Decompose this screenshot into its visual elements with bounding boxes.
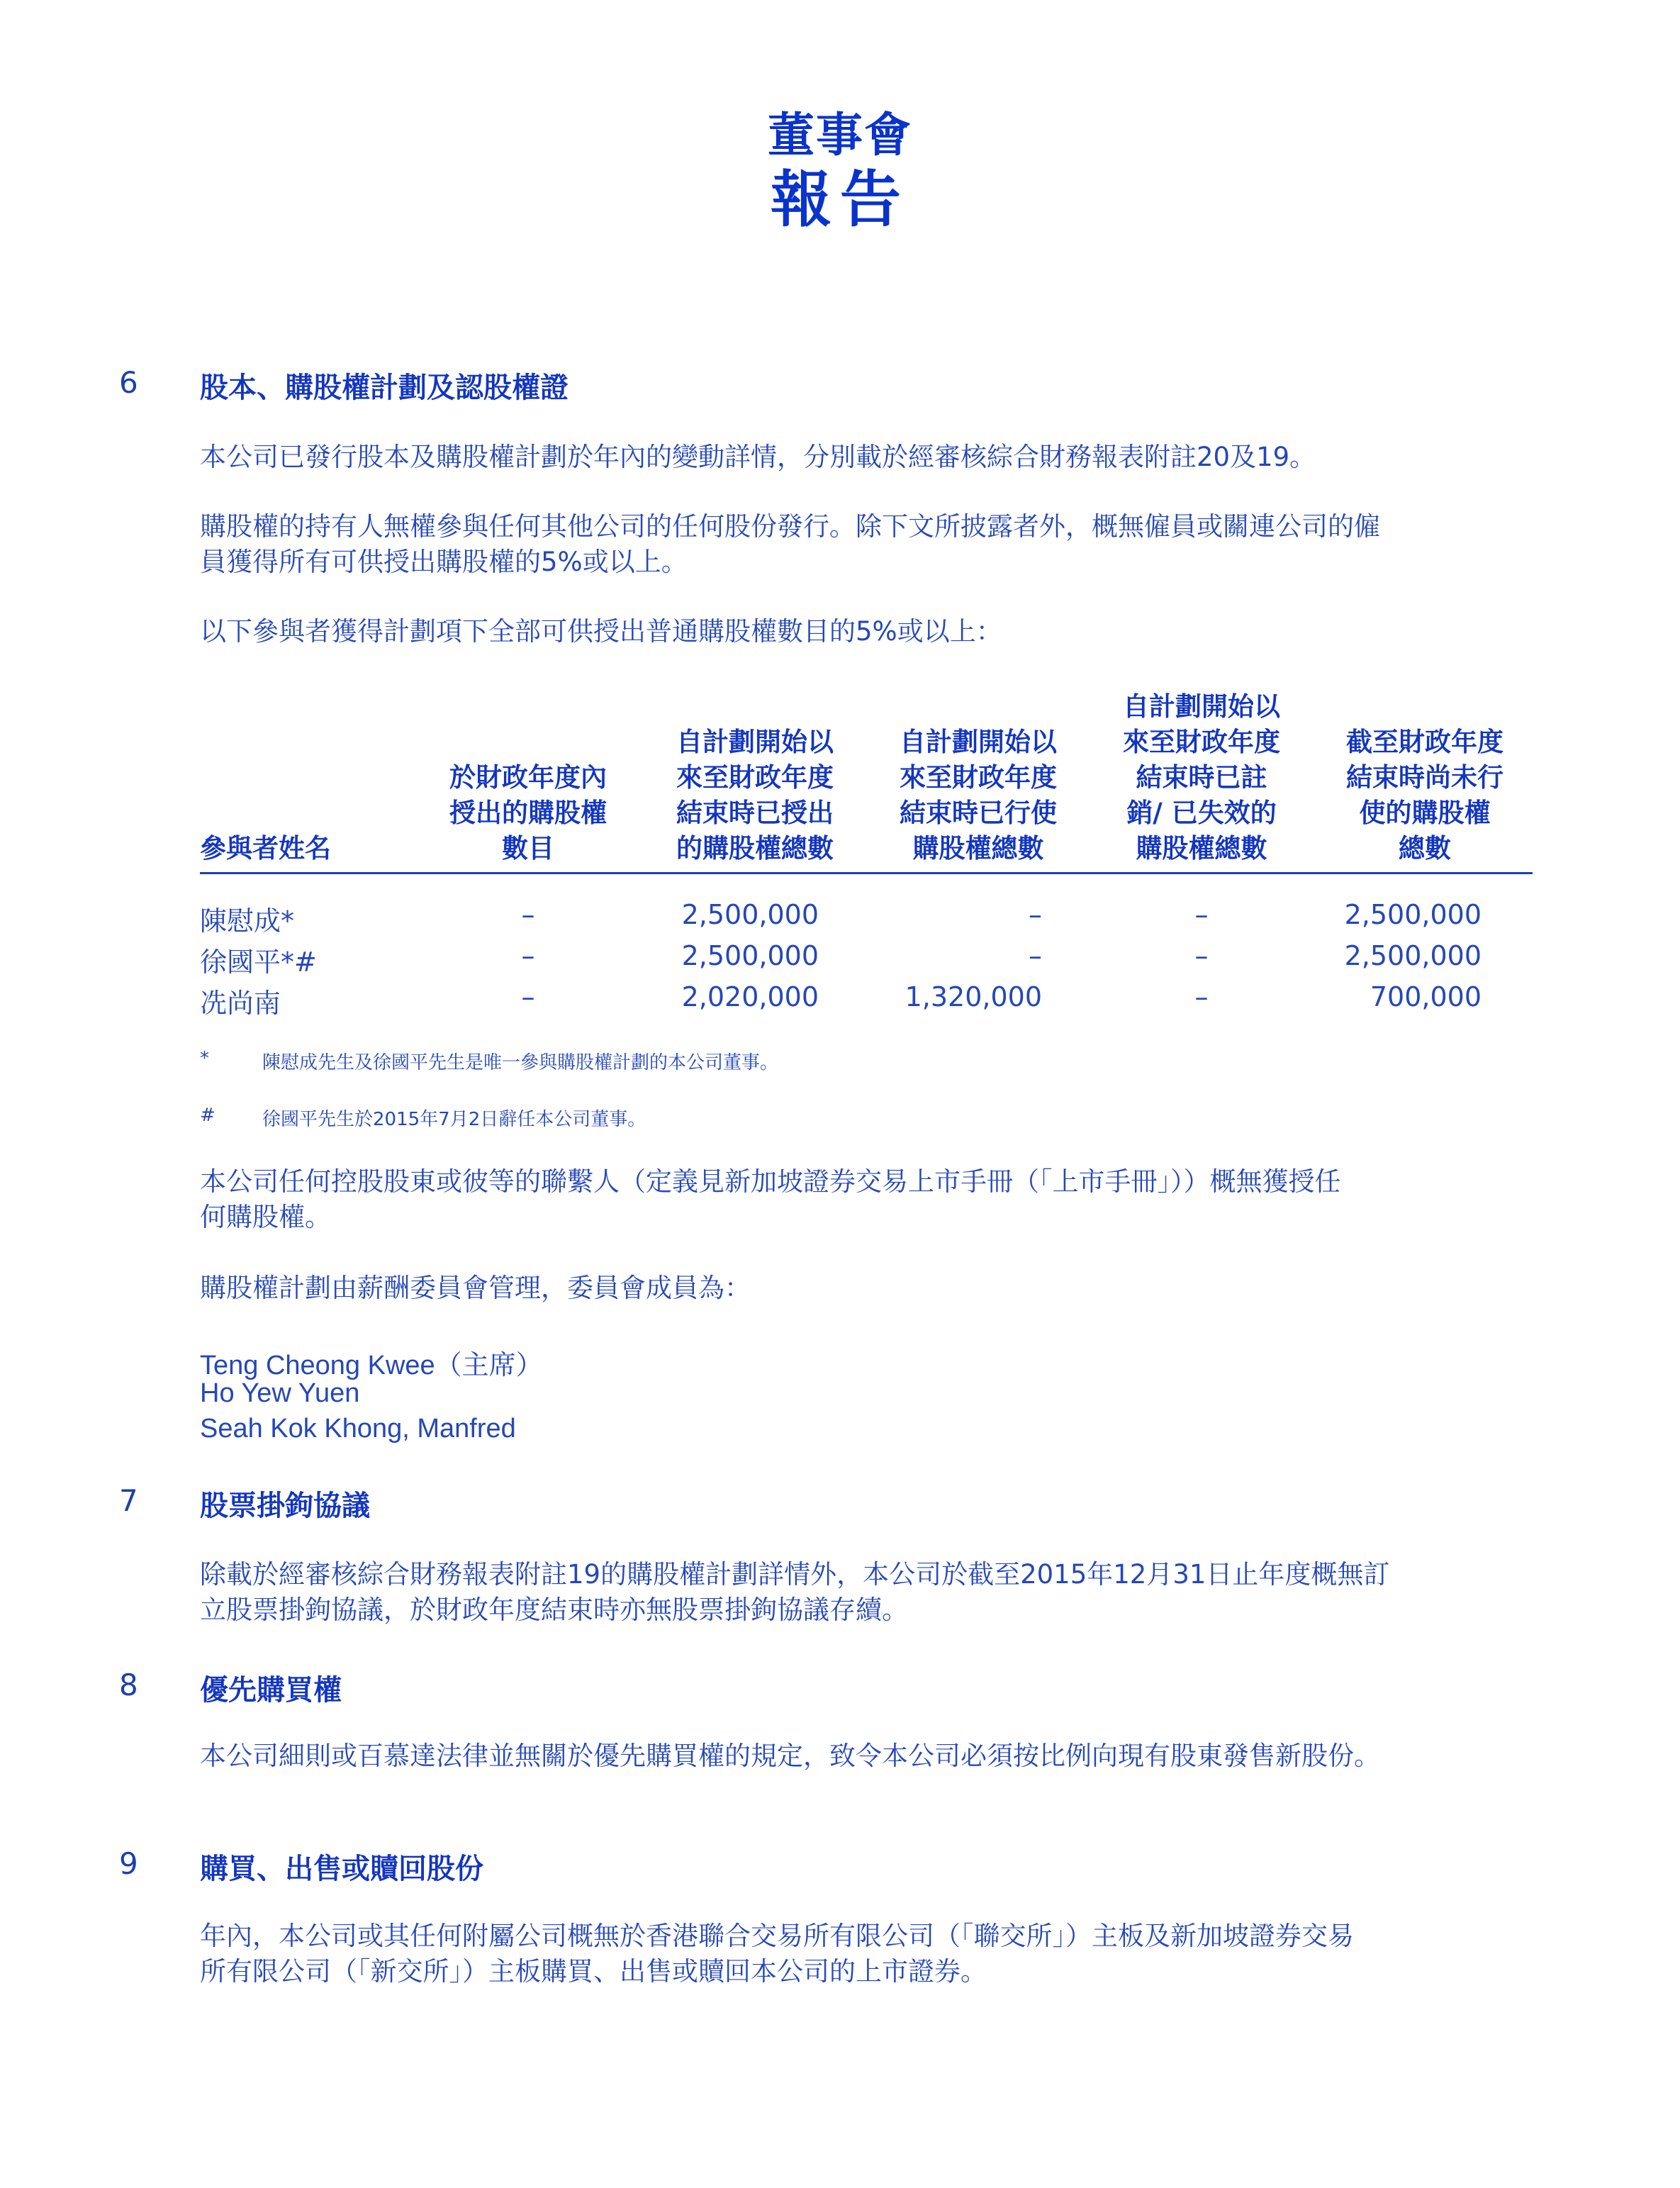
- section-6-para1: 本公司已發行股本及購股權計劃於年內的變動詳情，分別載於經審核綜合財務報表附註20及19。: [200, 442, 1316, 472]
- cell-total-granted: 2,500,000: [681, 940, 819, 971]
- footnote-mark: *: [200, 1048, 209, 1069]
- section-8-line1: 本公司細則或百慕達法律並無關於優先購買權的規定，致令本公司必須按比例向現有股東發售新股份。: [200, 1741, 1380, 1771]
- cell-exercised: –: [1029, 940, 1042, 971]
- col-header-exercised: 自計劃開始以 來至財政年度 結束時已行使 購股權總數: [900, 727, 1057, 864]
- section-6-number: 6: [119, 365, 138, 400]
- section-7-title: 股票掛鉤協議: [200, 1490, 370, 1522]
- footnote-text: 徐國平先生於2015年7月2日辭任本公司董事。: [262, 1109, 646, 1130]
- col-header-name: 參與者姓名: [200, 833, 331, 864]
- page-title-line1: 董事會: [768, 108, 912, 162]
- committee-member: Teng Cheong Kwee（主席）: [200, 1351, 543, 1380]
- section-6-para4-line1: 本公司任何控股股東或彼等的聯繫人（定義見新加坡證券交易上市手冊（「上市手冊」））概無獲授任: [200, 1166, 1341, 1197]
- section-6-para5: 購股權計劃由薪酬委員會管理，委員會成員為：: [200, 1273, 751, 1303]
- col-header-outstanding: 截至財政年度 結束時尚未行 使的購股權 總數: [1346, 727, 1503, 864]
- section-6-para2-line2: 員獲得所有可供授出購股權的5%或以上。: [200, 547, 688, 577]
- cell-outstanding: 700,000: [1370, 981, 1482, 1012]
- section-9-line1: 年內，本公司或其任何附屬公司概無於香港聯合交易所有限公司（「聯交所」）主板及新加坡證券交易: [200, 1921, 1354, 1951]
- cell-exercised: 1,320,000: [905, 981, 1042, 1012]
- col-header-cancelled: 自計劃開始以 來至財政年度 結束時已註 銷/ 已失效的 購股權總數: [1123, 691, 1280, 864]
- cell-granted-year: –: [521, 940, 535, 971]
- section-8-title: 優先購買權: [200, 1674, 342, 1707]
- section-9-number: 9: [119, 1846, 138, 1881]
- cell-name: 陳慰成*: [200, 905, 295, 937]
- footnote-mark: #: [200, 1105, 215, 1126]
- page-title: [0, 106, 1680, 235]
- footnote-text: 陳慰成先生及徐國平先生是唯一參與購股權計劃的本公司董事。: [262, 1052, 779, 1073]
- cell-granted-year: –: [521, 899, 535, 930]
- cell-cancelled: –: [1194, 899, 1209, 930]
- cell-outstanding: 2,500,000: [1344, 940, 1482, 971]
- committee-member: Seah Kok Khong, Manfred: [200, 1414, 516, 1444]
- cell-exercised: –: [1029, 899, 1042, 930]
- section-8-number: 8: [119, 1668, 138, 1702]
- cell-outstanding: 2,500,000: [1344, 899, 1482, 930]
- page-title-line2: 報告: [771, 164, 909, 235]
- section-7-line2: 立股票掛鉤協議，於財政年度結束時亦無股票掛鉤協議存續。: [200, 1595, 908, 1625]
- col-header-granted-year: 於財政年度內 授出的購股權 數目: [449, 762, 607, 864]
- section-6-para4-line2: 何購股權。: [200, 1202, 331, 1232]
- cell-name: 徐國平*#: [200, 947, 317, 978]
- table-header-rule: [200, 872, 1533, 874]
- col-header-total-granted: 自計劃開始以 來至財政年度 結束時已授出 的購股權總數: [676, 727, 834, 864]
- section-7-line1: 除載於經審核綜合財務報表附註19的購股權計劃詳情外，本公司於截至2015年12月31日止年度概無訂: [200, 1559, 1390, 1590]
- section-6-para2-line1: 購股權的持有人無權參與任何其他公司的任何股份發行。除下文所披露者外，概無僱員或關連公司的僱: [200, 511, 1380, 542]
- cell-cancelled: –: [1194, 940, 1209, 971]
- section-6-para3: 以下參與者獲得計劃項下全部可供授出普通購股權數目的5%或以上：: [200, 616, 1002, 647]
- cell-total-granted: 2,020,000: [681, 981, 819, 1012]
- cell-granted-year: –: [521, 981, 535, 1012]
- section-6-title: 股本、購股權計劃及認股權證: [200, 372, 569, 404]
- cell-cancelled: –: [1194, 981, 1209, 1012]
- section-7-number: 7: [119, 1483, 138, 1518]
- committee-member: Ho Yew Yuen: [200, 1378, 360, 1408]
- section-9-title: 購買、出售或贖回股份: [200, 1853, 483, 1885]
- cell-total-granted: 2,500,000: [681, 899, 819, 930]
- cell-name: 冼尚南: [200, 988, 281, 1019]
- section-9-line2: 所有限公司（「新交所」）主板購買、出售或贖回本公司的上市證券。: [200, 1956, 987, 1987]
